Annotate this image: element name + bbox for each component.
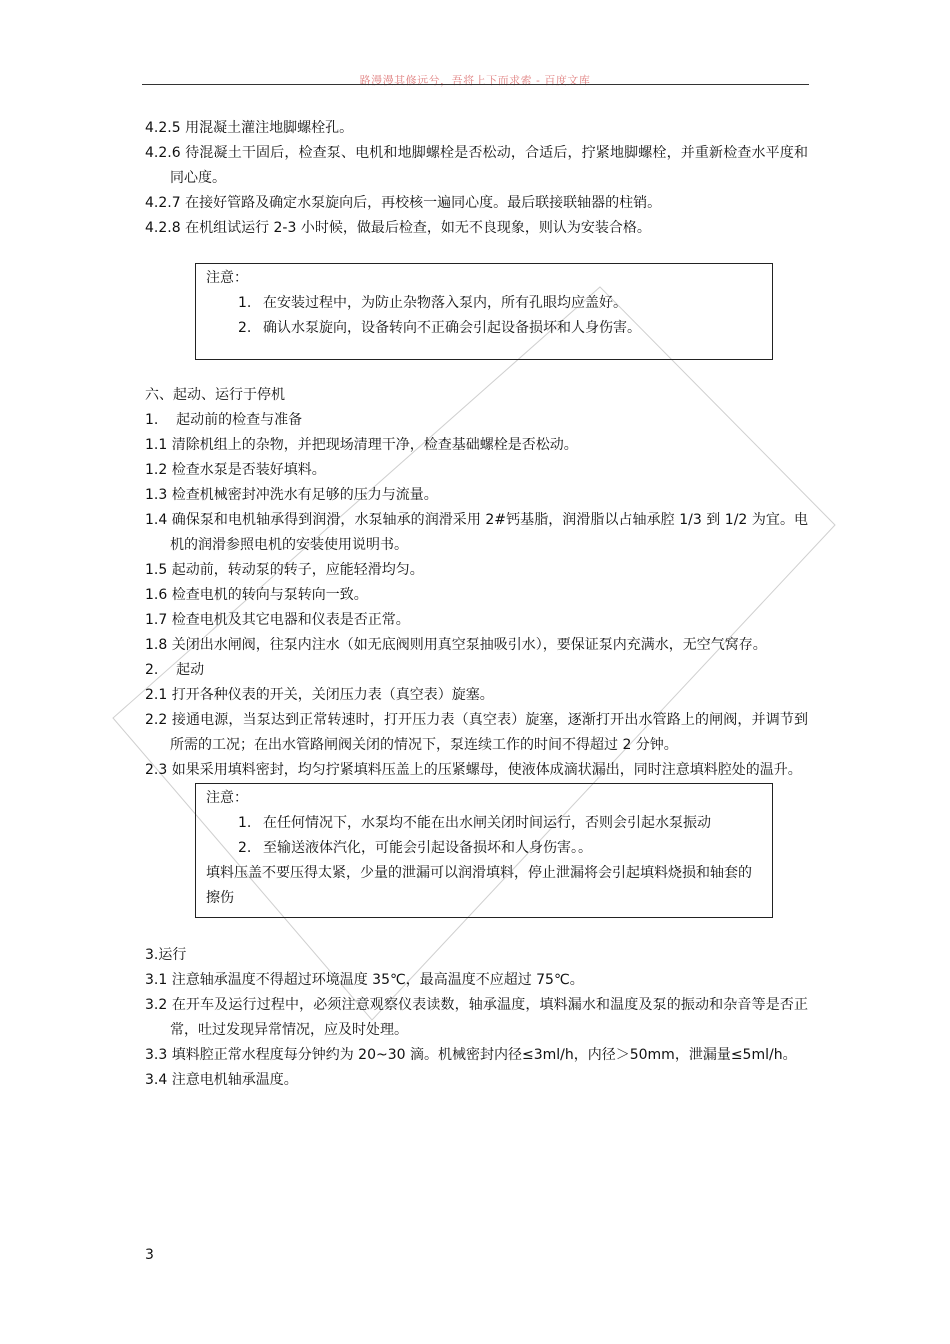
section-six-title: 六、起动、运行于停机 xyxy=(145,387,285,403)
note-item xyxy=(206,316,762,341)
paragraph-1-3: 1.3 检查机械密封冲洗水有足够的压力与流量。 xyxy=(145,487,438,503)
paragraph-1-2: 1.2 检查水泵是否装好填料。 xyxy=(145,462,326,478)
note-extra-text: 填料压盖不要压得太紧，少量的泄漏可以润滑填料，停止泄漏将会引起填料烧损和轴套的擦伤 xyxy=(206,865,752,906)
paragraph-2-3: 2.3 如果采用填料密封，均匀拧紧填料压盖上的压紧螺母，使液体成滴状漏出，同时注意填料腔处的温升。 xyxy=(145,762,802,778)
paragraph-2-2: 2.2 接通电源，当泵达到正常转速时，打开压力表（真空表）旋塞，逐渐打开出水管路上的闸阀，并调节到所需的工况；在出水管路闸阀关闭的情况下，泵连续工作的时间不得超过 2 分钟。 xyxy=(145,712,808,753)
note-item xyxy=(206,836,762,861)
note-item-number: 1. xyxy=(238,295,252,311)
paragraph-1-6: 1.6 检查电机的转向与泵转向一致。 xyxy=(145,587,368,603)
paragraph-4-2-8: 4.2.8 在机组试运行 2-3 小时候，做最后检查，如无不良现象，则认为安装合格。 xyxy=(145,220,651,236)
subsection-startup-check-title: 1. 起动前的检查与准备 xyxy=(145,412,303,428)
note-item-text: 在安装过程中，为防止杂物落入泵内，所有孔眼均应盖好。 xyxy=(263,295,627,311)
paragraph-1-7: 1.7 检查电机及其它电器和仪表是否正常。 xyxy=(145,612,410,628)
paragraph-4-2-7: 4.2.7 在接好管路及确定水泵旋向后，再校核一遍同心度。最后联接联轴器的柱销。 xyxy=(145,195,662,211)
paragraph-1-8: 1.8 关闭出水闸阀，往泵内注水（如无底阀则用真空泵抽吸引水），要保证泵内充满水，无空气窝存。 xyxy=(145,637,767,653)
note-title: 注意： xyxy=(206,270,248,286)
header-watermark-text: 路漫漫其修远兮，吾将上下而求索 - 百度文库 xyxy=(359,74,591,87)
note-title: 注意： xyxy=(206,790,248,806)
document-body xyxy=(145,116,808,1093)
header-rule xyxy=(142,84,809,85)
paragraph-1-5: 1.5 起动前，转动泵的转子，应能轻滑均匀。 xyxy=(145,562,424,578)
paragraph-1-1: 1.1 清除机组上的杂物，并把现场清理干净，检查基础螺栓是否松动。 xyxy=(145,437,578,453)
subsection-startup-title: 2. 起动 xyxy=(145,662,205,678)
note-item-text: 确认水泵旋向，设备转向不正确会引起设备损坏和人身伤害。 xyxy=(263,320,641,336)
paragraph-1-4: 1.4 确保泵和电机轴承得到润滑，水泵轴承的润滑采用 2#钙基脂，润滑脂以占轴承腔 1/3 到 1/2 为宜。电机的润滑参照电机的安装使用说明书。 xyxy=(145,512,808,553)
note-item xyxy=(206,811,762,836)
page-number: 3 xyxy=(145,1247,154,1263)
note-box-startup xyxy=(195,783,773,918)
note-item xyxy=(206,291,762,316)
paragraph-3-4: 3.4 注意电机轴承温度。 xyxy=(145,1072,298,1088)
note-item-number: 2. xyxy=(238,840,252,856)
note-item-number: 1. xyxy=(238,815,252,831)
paragraph-4-2-6: 4.2.6 待混凝土干固后，检查泵、电机和地脚螺栓是否松动，合适后，拧紧地脚螺栓，并重新检查水平度和同心度。 xyxy=(145,145,808,186)
paragraph-4-2-5: 4.2.5 用混凝土灌注地脚螺栓孔。 xyxy=(145,120,354,136)
paragraph-2-1: 2.1 打开各种仪表的开关，关闭压力表（真空表）旋塞。 xyxy=(145,687,494,703)
section-run-title: 3.运行 xyxy=(145,947,187,963)
note-item-number: 2. xyxy=(238,320,252,336)
note-box-installation xyxy=(195,263,773,360)
paragraph-3-2: 3.2 在开车及运行过程中，必须注意观察仪表读数，轴承温度，填料漏水和温度及泵的振动和杂音等是否正常，吐过发现异常情况，应及时处理。 xyxy=(145,997,808,1038)
paragraph-3-3: 3.3 填料腔正常水程度每分钟约为 20~30 滴。机械密封内径≤3ml/h，内径＞50mm，泄漏量≤5ml/h。 xyxy=(145,1047,797,1063)
note-item-text: 至输送液体汽化，可能会引起设备损坏和人身伤害。。 xyxy=(263,840,592,856)
paragraph-3-1: 3.1 注意轴承温度不得超过环境温度 35℃，最高温度不应超过 75℃。 xyxy=(145,972,584,988)
note-item-text: 在任何情况下，水泵均不能在出水闸关闭时间运行，否则会引起水泵振动 xyxy=(263,815,711,831)
